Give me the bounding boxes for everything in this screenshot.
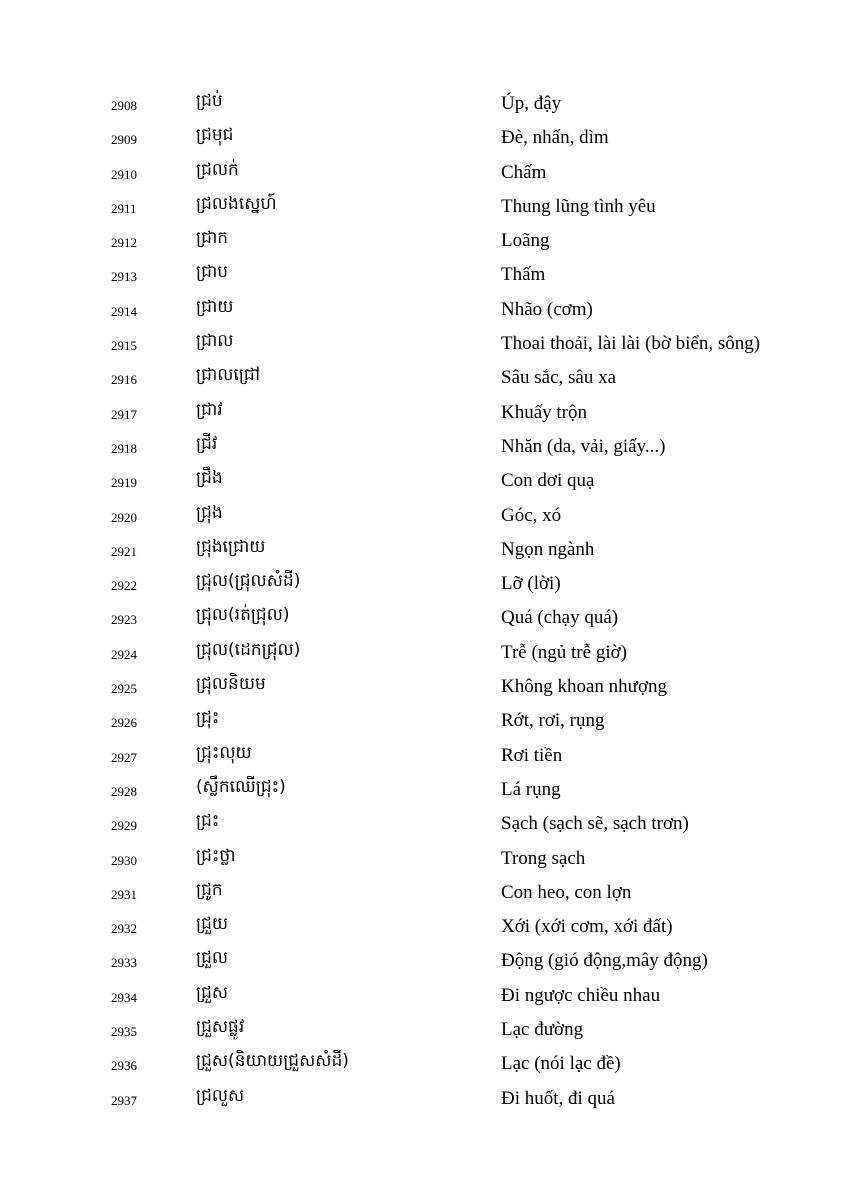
vietnamese-translation: Góc, xó [501, 504, 562, 526]
entry-number: 2931 [111, 886, 137, 902]
entry-number: 2913 [111, 269, 137, 285]
dictionary-entry [0, 1046, 848, 1080]
khmer-term: ជ្រុងជ្រោយ [196, 536, 266, 557]
dictionary-entry [0, 1012, 848, 1046]
dictionary-entry [0, 86, 848, 120]
khmer-term: ជ្រលក់ [196, 159, 239, 180]
vietnamese-translation: Thung lũng tình yêu [501, 195, 656, 217]
entry-number: 2934 [111, 989, 137, 1005]
khmer-term: ជ្រួស [196, 982, 229, 1003]
vietnamese-translation: Sạch (sạch sẽ, sạch trơn) [501, 813, 689, 835]
vietnamese-translation: Xới (xới cơm, xới đất) [501, 916, 673, 938]
khmer-term: ជ្រួស(និយាយជ្រួសសំដី) [196, 1051, 349, 1072]
vietnamese-translation: Đè, nhấn, dìm [501, 127, 609, 149]
dictionary-entry [0, 978, 848, 1012]
khmer-term: ជ្រុង [196, 502, 223, 523]
entry-number: 2911 [111, 200, 137, 216]
khmer-term: ជ្រះ [196, 811, 220, 832]
dictionary-entry [0, 395, 848, 429]
entry-number: 2930 [111, 852, 137, 868]
khmer-term: ជ្រប់ [196, 91, 223, 111]
khmer-term: ជ្រូក [196, 879, 223, 900]
khmer-term: ជ្រុលនិយម [196, 674, 266, 695]
entry-number: 2936 [111, 1058, 137, 1074]
vietnamese-translation: Loãng [501, 230, 550, 252]
vietnamese-translation: Lạc đường [501, 1019, 584, 1041]
vietnamese-translation: Con dơi quạ [501, 470, 595, 492]
dictionary-entry [0, 841, 848, 875]
vietnamese-translation: Thoai thoải, lài lài (bờ biển, sông) [501, 333, 761, 355]
entry-number: 2914 [111, 303, 137, 319]
khmer-term: (ស្លឹកឈើជ្រុះ) [196, 776, 286, 797]
entry-number: 2933 [111, 955, 137, 971]
khmer-term: ជ្រាយ [196, 296, 234, 317]
entry-number: 2935 [111, 1024, 137, 1040]
entry-number: 2937 [111, 1092, 137, 1108]
khmer-term: ជ្រះថ្លា [196, 845, 236, 866]
entry-number: 2917 [111, 406, 137, 422]
vietnamese-translation: Lạc (nói lạc đề) [501, 1053, 621, 1075]
vietnamese-translation: Con heo, con lợn [501, 881, 632, 903]
vietnamese-translation: Động (gió động,mây động) [501, 950, 708, 972]
dictionary-entry [0, 1081, 848, 1115]
vietnamese-translation: Quá (chạy quá) [501, 607, 619, 629]
dictionary-entry [0, 498, 848, 532]
vietnamese-translation: Trong sạch [501, 847, 586, 869]
entry-number: 2918 [111, 440, 137, 456]
vietnamese-translation: Ngọn ngành [501, 538, 595, 560]
entry-number: 2923 [111, 612, 137, 628]
vietnamese-translation: Đi huốt, đi quá [501, 1087, 615, 1109]
dictionary-entry [0, 429, 848, 463]
vietnamese-translation: Trễ (ngủ trễ giờ) [501, 641, 627, 663]
dictionary-entry [0, 875, 848, 909]
dictionary-entry [0, 772, 848, 806]
khmer-term: ជ្រាលជ្រៅ [196, 365, 261, 386]
entry-number: 2915 [111, 338, 137, 354]
dictionary-entry [0, 463, 848, 497]
khmer-term: ជ្រុះ [196, 708, 220, 729]
vietnamese-translation: Rớt, rơi, rụng [501, 710, 605, 732]
dictionary-entry [0, 635, 848, 669]
entry-number: 2932 [111, 921, 137, 937]
khmer-term: ជ្រាល [196, 331, 234, 352]
dictionary-entry [0, 909, 848, 943]
dictionary-entry [0, 292, 848, 326]
khmer-term: ជ្រាក [196, 228, 229, 249]
khmer-term: ជ្រុល(រត់ជ្រុល) [196, 605, 290, 626]
khmer-term: ជ្រុះលុយ [196, 742, 252, 763]
dictionary-entry [0, 738, 848, 772]
vietnamese-translation: Nhăn (da, vải, giấy...) [501, 435, 666, 457]
khmer-term: ជ្រួសផ្លូវ [196, 1017, 245, 1038]
vietnamese-translation: Chấm [501, 161, 547, 183]
entry-number: 2920 [111, 509, 137, 525]
dictionary-entry [0, 360, 848, 394]
dictionary-entry [0, 703, 848, 737]
khmer-term: ជ្រឹង [196, 468, 223, 489]
entry-number: 2910 [111, 166, 137, 182]
entry-number: 2929 [111, 818, 137, 834]
entry-number: 2908 [111, 98, 137, 113]
dictionary-entry [0, 566, 848, 600]
dictionary-entry [0, 326, 848, 360]
vietnamese-translation: Úp, đậy [501, 93, 562, 114]
khmer-term: ជ្រលងស្នេហ៍ [196, 193, 277, 214]
vietnamese-translation: Khuấy trộn [501, 401, 588, 423]
khmer-term: ជ្រលួស [196, 1085, 245, 1106]
entry-number: 2916 [111, 372, 137, 388]
vietnamese-translation: Lá rụng [501, 778, 561, 800]
vietnamese-translation: Rơi tiền [501, 744, 563, 766]
entry-number: 2927 [111, 749, 137, 765]
entry-number: 2921 [111, 543, 137, 559]
entry-number: 2922 [111, 578, 137, 594]
vietnamese-translation: Nhão (cơm) [501, 298, 593, 320]
entry-number: 2912 [111, 235, 137, 251]
dictionary-entry [0, 532, 848, 566]
khmer-term: ជ្រួយ [196, 914, 229, 935]
khmer-term: ជ្រាប [196, 262, 229, 283]
entry-number: 2919 [111, 475, 137, 491]
khmer-term: ជ្រុល(ដេកជ្រុល) [196, 639, 301, 660]
vietnamese-translation: Thấm [501, 264, 546, 286]
dictionary-entry [0, 806, 848, 840]
dictionary-entry [0, 600, 848, 634]
dictionary-entry [0, 669, 848, 703]
vietnamese-translation: Lỡ (lời) [501, 573, 561, 595]
khmer-term: ជ្រីវ [196, 433, 218, 454]
dictionary-entry [0, 120, 848, 154]
dictionary-entry [0, 155, 848, 189]
dictionary-entry [0, 943, 848, 977]
entry-number: 2909 [111, 132, 137, 148]
entry-number: 2924 [111, 646, 137, 662]
entry-list [0, 86, 848, 1115]
entry-number: 2928 [111, 783, 137, 799]
dictionary-entry [0, 189, 848, 223]
entry-number: 2926 [111, 715, 137, 731]
khmer-term: ជ្រួល [196, 948, 229, 969]
vietnamese-translation: Đi ngược chiều nhau [501, 984, 661, 1006]
khmer-term: ជ្រមុជ [196, 125, 234, 146]
dictionary-entry [0, 223, 848, 257]
vietnamese-translation: Không khoan nhượng [501, 676, 667, 698]
entry-number: 2925 [111, 681, 137, 697]
khmer-term: ជ្រុល(ជ្រុលសំដី) [196, 571, 301, 592]
dictionary-entry [0, 257, 848, 291]
khmer-term: ជ្រាវ [196, 399, 223, 420]
vietnamese-translation: Sâu sắc, sâu xa [501, 367, 617, 389]
